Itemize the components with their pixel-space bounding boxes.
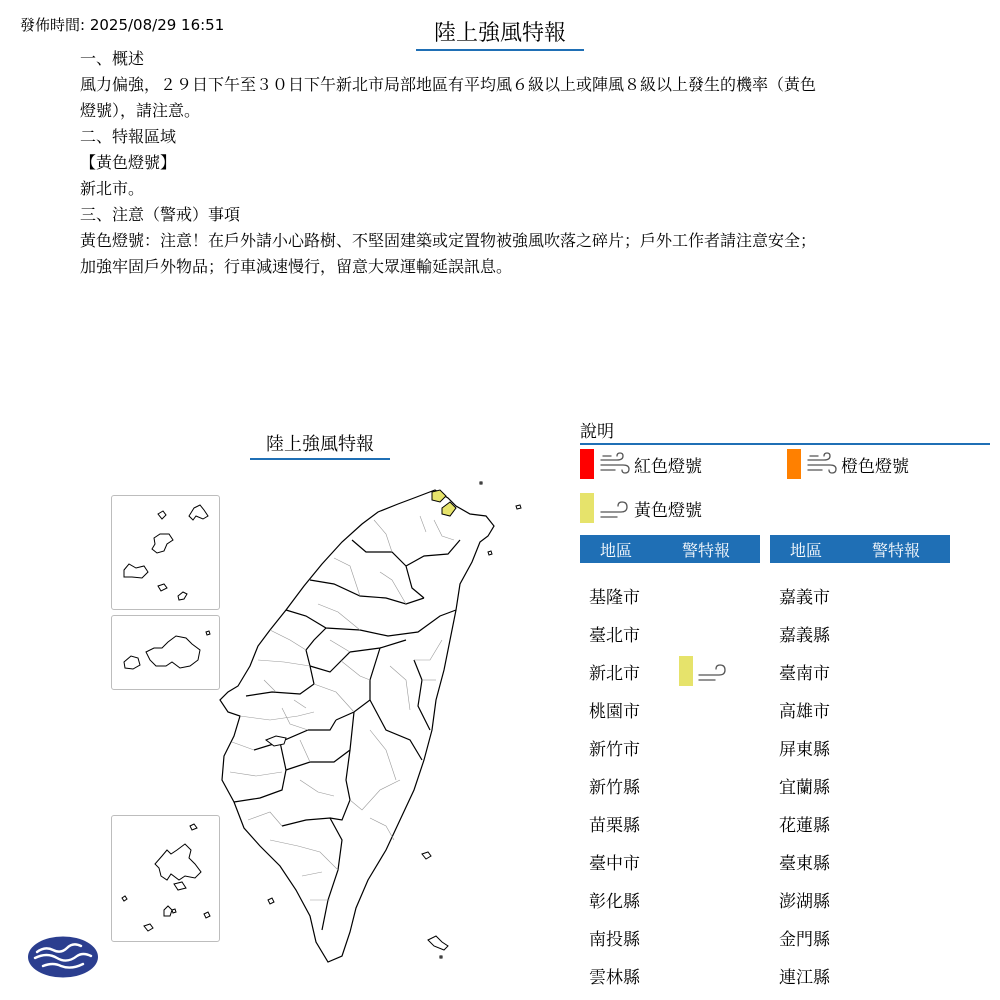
table-row: [770, 728, 950, 766]
area-name: 嘉義市: [779, 587, 830, 608]
area-name: 南投縣: [589, 929, 640, 950]
col-warning-header: 警特報: [871, 540, 920, 560]
table-row: [770, 880, 950, 918]
legend-red-label: 紅色燈號: [634, 456, 702, 477]
section2-level: 【黃色燈號】: [80, 153, 177, 172]
table-row: [770, 918, 950, 956]
table-row: [770, 576, 950, 614]
section1-text-line2: 燈號），請注意。: [80, 101, 201, 120]
area-name: 嘉義縣: [779, 625, 830, 646]
area-name: 高雄市: [779, 701, 830, 722]
wind-icon: [697, 659, 729, 683]
area-name: 新竹市: [589, 739, 640, 760]
orange-swatch: [787, 449, 801, 479]
section2-areas: 新北市。: [80, 179, 145, 198]
area-name: 屏東縣: [779, 739, 830, 760]
issue-time: 發佈時間: 2025/08/29 16:51: [20, 16, 225, 34]
area-name: 桃園市: [589, 701, 640, 722]
strong-wind-icon: [599, 452, 631, 476]
table-row: [580, 576, 760, 614]
area-name: 連江縣: [779, 967, 830, 988]
map-title: 陸上強風特報: [250, 430, 390, 460]
area-name: 宜蘭縣: [779, 777, 830, 798]
area-name: 苗栗縣: [589, 815, 640, 836]
table-row: [580, 804, 760, 842]
area-name: 花蓮縣: [779, 815, 830, 836]
table-row: [580, 690, 760, 728]
table-row: [580, 652, 760, 690]
table-row: [770, 842, 950, 880]
strong-wind-icon: [806, 452, 838, 476]
yellow-swatch: [580, 493, 594, 523]
table-row: [770, 690, 950, 728]
table-header-left: [580, 535, 760, 563]
area-name: 臺東縣: [779, 853, 830, 874]
section2-heading: 二、特報區域: [80, 127, 177, 146]
area-name: 澎湖縣: [779, 891, 830, 912]
cwa-logo: [27, 936, 99, 978]
table-row: [580, 728, 760, 766]
section3-heading: 三、注意（警戒）事項: [80, 205, 241, 224]
kinmen-inset-map: [111, 615, 220, 690]
area-name: 臺北市: [589, 625, 640, 646]
legend-orange: [787, 449, 909, 479]
warning-indicator: [679, 656, 729, 686]
wind-icon: [599, 496, 631, 520]
table-row: [770, 614, 950, 652]
col-area-header: 地區: [599, 540, 632, 560]
area-name: 雲林縣: [589, 967, 640, 988]
area-name: 彰化縣: [589, 891, 640, 912]
table-row: [580, 956, 760, 994]
table-row: [770, 956, 950, 994]
legend-orange-label: 橙色燈號: [841, 456, 909, 477]
legend-yellow: [580, 493, 702, 523]
table-row: [770, 652, 950, 690]
legend-red: [580, 449, 702, 479]
yellow-swatch: [679, 656, 693, 686]
bulletin-body: [80, 46, 930, 280]
table-row: [580, 766, 760, 804]
area-name: 臺中市: [589, 853, 640, 874]
section1-heading: 一、概述: [80, 49, 145, 68]
area-name: 金門縣: [779, 929, 830, 950]
col-area-header: 地區: [789, 540, 822, 560]
area-name: 臺南市: [779, 663, 830, 684]
table-row: [580, 614, 760, 652]
red-swatch: [580, 449, 594, 479]
taiwan-map: [210, 480, 540, 970]
table-row: [580, 918, 760, 956]
section3-text-line1: 黃色燈號：注意！在戶外請小心路樹、不堅固建築或定置物被強風吹落之碎片；戶外工作者請注意安全；: [80, 231, 817, 250]
section1-text-line1: 風力偏強，２９日下午至３０日下午新北市局部地區有平均風６級以上或陣風８級以上發生的機率（黃色: [80, 75, 817, 94]
matsu-inset-map: [111, 495, 220, 610]
area-name: 新竹縣: [589, 777, 640, 798]
area-name: 基隆市: [589, 587, 640, 608]
region-list-left: [580, 576, 760, 994]
penghu-inset-map: [111, 815, 220, 942]
region-list-right: [770, 576, 950, 994]
taiwan-outline: [220, 490, 494, 962]
legend-yellow-label: 黃色燈號: [634, 500, 702, 521]
table-row: [580, 880, 760, 918]
table-row: [770, 804, 950, 842]
table-header-right: [770, 535, 950, 563]
table-row: [580, 842, 760, 880]
page-title: 陸上強風特報: [416, 16, 584, 51]
section3-text-line2: 加強牢固戶外物品；行車減速慢行，留意大眾運輸延誤訊息。: [80, 257, 513, 276]
col-warning-header: 警特報: [681, 540, 730, 560]
legend-title: 說明: [580, 417, 990, 445]
area-name: 新北市: [589, 663, 640, 684]
table-row: [770, 766, 950, 804]
